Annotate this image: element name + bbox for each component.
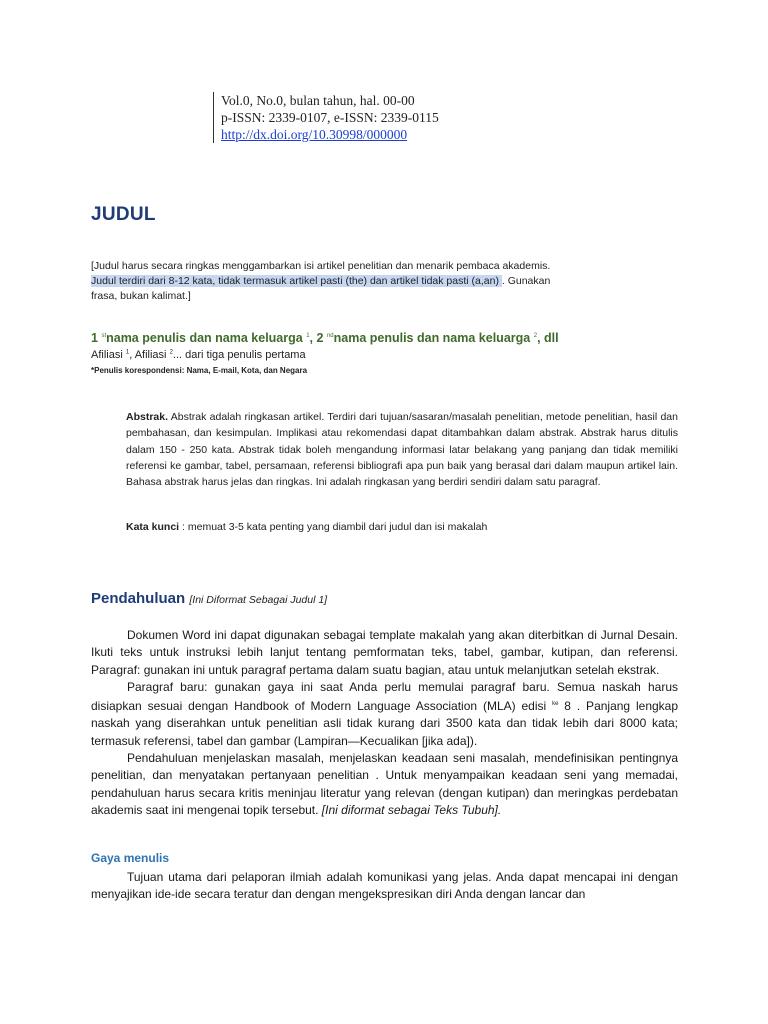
author-tail: , dll: [537, 331, 559, 345]
author-separator: , 2: [309, 331, 324, 345]
writing-style-heading: Gaya menulis: [91, 851, 170, 865]
keywords-text: : memuat 3-5 kata penting yang diambil dari judul dan isi makalah: [182, 521, 488, 533]
title-note-part2: . Gunakan frasa, bukan kalimat.]: [91, 275, 551, 302]
author-number-1: 1: [91, 331, 98, 345]
writing-style-body: [91, 869, 678, 904]
affiliation-1: Afiliasi: [91, 349, 123, 361]
intro-paragraph-1: Dokumen Word ini dapat digunakan sebagai template makalah yang akan diterbitkan di Jurnal Desain. Ikuti teks untuk instruksi lebih lanjut tentang pemformatan teks, tabel, gambar, kutipan, dan referensi. Paragraf: gunakan ini untuk paragraf pertama dalam suatu bagian, atau untuk melanjutkan setelah ekstrak.: [91, 628, 678, 677]
intro-body: [91, 627, 678, 819]
affiliation-sup-2: 2: [169, 349, 173, 356]
author-name-2: nama penulis dan nama keluarga: [333, 331, 531, 345]
volume-line: Vol.0, No.0, bulan tahun, hal. 00-00: [221, 93, 415, 108]
keywords-line: [126, 521, 487, 533]
affiliation-tail: ... dari tiga penulis pertama: [172, 349, 306, 361]
affiliation-sup-1: 1: [125, 349, 130, 356]
affiliation-2: , Afiliasi: [129, 349, 167, 361]
intro-p3-note: [Ini diformat sebagai Teks Tubuh].: [321, 802, 502, 817]
abstract-label: Abstrak.: [126, 411, 169, 423]
intro-p2-sup: ke: [552, 701, 559, 708]
writing-style-paragraph-1: Tujuan utama dari pelaporan ilmiah adalah komunikasi yang jelas. Anda dapat mencapai ini dengan menyajikan ide-ide secara teratur dan dengan mengekspresikan diri Anda dengan lancar dan: [91, 870, 678, 902]
title-instructions: [91, 259, 577, 304]
author-line: [91, 331, 559, 345]
author-ordinal-2: nd: [326, 332, 334, 339]
correspondence-line: *Penulis korespondensi: Nama, E-mail, Kota, dan Negara: [91, 366, 308, 375]
author-name-1: nama penulis dan nama keluarga: [106, 331, 303, 345]
paper-title: JUDUL: [91, 204, 156, 225]
title-note-highlight: Judul terdiri dari 8-12 kata, tidak termasuk artikel pasti (the) dan artikel tidak pasti (a,an): [91, 275, 502, 287]
journal-info-box: [213, 92, 439, 143]
abstract-paragraph: [126, 409, 678, 490]
intro-heading: [91, 590, 327, 607]
intro-paragraph-3: [91, 750, 678, 819]
affiliation-line: [91, 349, 306, 361]
intro-p3-text: Pendahuluan menjelaskan masalah, menjelaskan keadaan seni masalah, mendefinisikan pentingnya penelitian, dan menyatakan pertanyaan penelitian . Untuk menyampaikan keadaan seni yang memadai, pendahuluan harus secara kritis meninjau literatur yang relevan (dengan kutipan) dan meringkas perdebatan akademis saat ini mengenai topik tersebut.: [91, 751, 678, 817]
author-affil-sup-2: 2: [533, 332, 538, 339]
issn-line: p-ISSN: 2339-0107, e-ISSN: 2339-0115: [221, 110, 439, 125]
keywords-label: Kata kunci: [126, 521, 180, 533]
author-affil-sup-1: 1: [306, 332, 310, 339]
intro-heading-note: [Ini Diformat Sebagai Judul 1]: [189, 594, 328, 606]
abstract-text: Abstrak adalah ringkasan artikel. Terdiri dari tujuan/sasaran/masalah penelitian, metode penelitian, hasil dan pembahasan, dan kesimpulan. Implikasi atau rekomendasi dapat ditambahkan dalam abstrak. Abstrak harus ditulis dalam 150 - 250 kata. Abstrak tidak boleh mengandung informasi latar belakang yang panjang dan tidak memiliki referensi ke gambar, tabel, persamaan, referensi bibliografi apa pun baik yang berasal dari dalam maupun artikel lain. Bahasa abstrak harus jelas dan ringkas. Ini adalah ringkasan yang berdiri sendiri dalam satu paragraf.: [126, 411, 678, 489]
doi-link[interactable]: http://dx.doi.org/10.30998/000000: [221, 127, 408, 142]
title-note-part1: [Judul harus secara ringkas menggambarkan isi artikel penelitian dan menarik pembaca akademis.: [91, 260, 551, 272]
intro-heading-text: Pendahuluan: [91, 590, 186, 607]
intro-p2-text-a: Paragraf baru: gunakan gaya ini saat Anda perlu memulai paragraf baru. Semua naskah harus disiapkan sesuai dengan Handbook of Modern Language Association (MLA) edisi: [91, 679, 678, 714]
author-ordinal-1: st: [101, 332, 107, 339]
intro-paragraph-2: [91, 679, 678, 750]
intro-p2-text-b: 8 . Panjang lengkap naskah yang diserahkan untuk penelitian asli tidak kurang dari 3500 kata dan tidak lebih dari 8000 kata; termasuk referensi, tabel dan gambar (Lampiran—Kecualikan [jika ada]).: [91, 699, 679, 748]
